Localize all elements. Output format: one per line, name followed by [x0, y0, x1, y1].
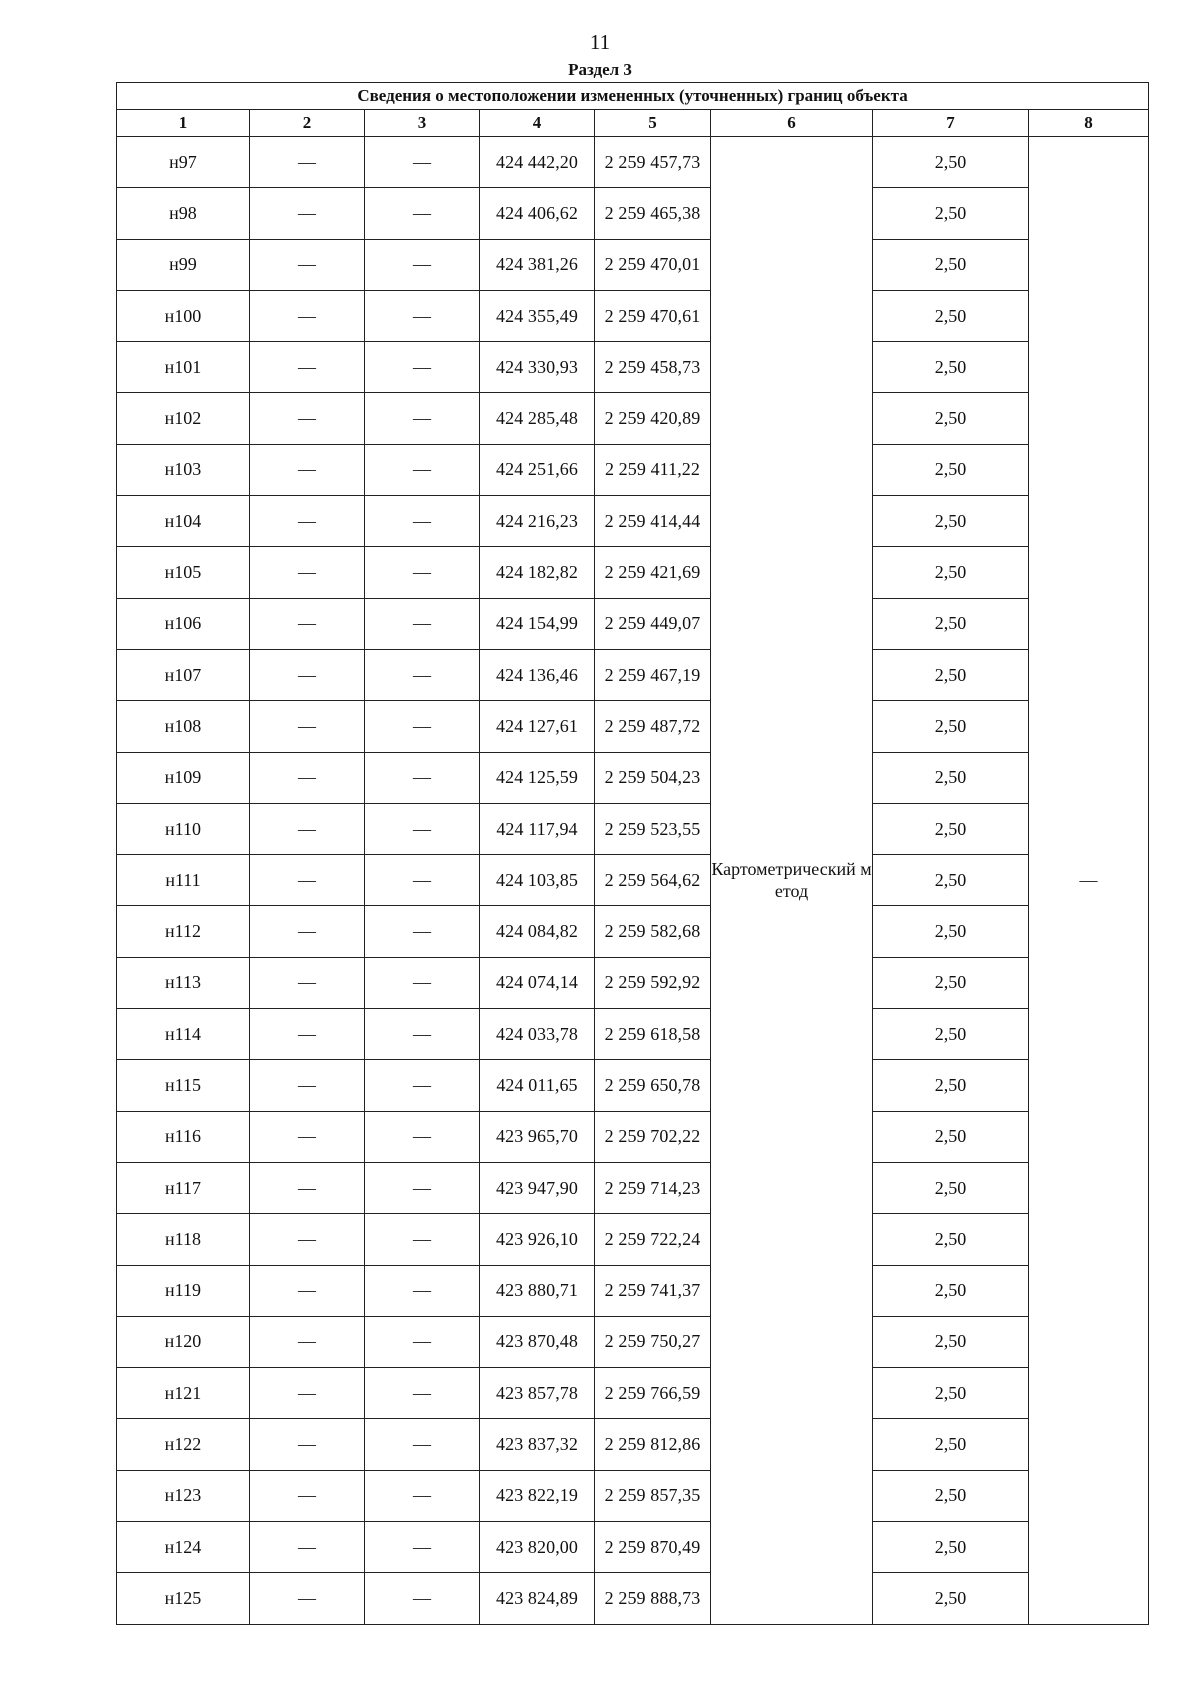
- y-coordinate-cell: 2 259 857,35: [595, 1470, 711, 1521]
- col2-dash-cell: —: [250, 547, 365, 598]
- x-coordinate-cell: 423 857,78: [480, 1368, 595, 1419]
- point-name-cell: н109: [117, 752, 250, 803]
- table-row: [117, 137, 1149, 188]
- accuracy-cell: 2,50: [873, 1009, 1029, 1060]
- col2-dash-cell: —: [250, 1060, 365, 1111]
- accuracy-cell: 2,50: [873, 1368, 1029, 1419]
- accuracy-cell: 2,50: [873, 855, 1029, 906]
- col3-dash-cell: —: [365, 1419, 480, 1470]
- table-row: [117, 496, 1149, 547]
- x-coordinate-cell: 423 947,90: [480, 1162, 595, 1213]
- point-name-cell: н101: [117, 342, 250, 393]
- accuracy-cell: 2,50: [873, 1470, 1029, 1521]
- col3-dash-cell: —: [365, 342, 480, 393]
- y-coordinate-cell: 2 259 487,72: [595, 701, 711, 752]
- x-coordinate-cell: 424 103,85: [480, 855, 595, 906]
- method-cell: Картометрический метод: [711, 137, 873, 1625]
- point-name-cell: н123: [117, 1470, 250, 1521]
- point-name-cell: н116: [117, 1111, 250, 1162]
- accuracy-cell: 2,50: [873, 188, 1029, 239]
- col2-dash-cell: —: [250, 1214, 365, 1265]
- x-coordinate-cell: 424 127,61: [480, 701, 595, 752]
- point-name-cell: н115: [117, 1060, 250, 1111]
- y-coordinate-cell: 2 259 618,58: [595, 1009, 711, 1060]
- table-row: [117, 1368, 1149, 1419]
- col3-dash-cell: —: [365, 957, 480, 1008]
- y-coordinate-cell: 2 259 467,19: [595, 649, 711, 700]
- col3-dash-cell: —: [365, 137, 480, 188]
- column-number-7: 7: [873, 110, 1029, 137]
- col2-dash-cell: —: [250, 1419, 365, 1470]
- y-coordinate-cell: 2 259 458,73: [595, 342, 711, 393]
- col3-dash-cell: —: [365, 1060, 480, 1111]
- point-name-cell: н108: [117, 701, 250, 752]
- col3-dash-cell: —: [365, 1573, 480, 1624]
- col3-dash-cell: —: [365, 1214, 480, 1265]
- y-coordinate-cell: 2 259 457,73: [595, 137, 711, 188]
- table-row: [117, 598, 1149, 649]
- point-name-cell: н125: [117, 1573, 250, 1624]
- col2-dash-cell: —: [250, 957, 365, 1008]
- x-coordinate-cell: 424 136,46: [480, 649, 595, 700]
- col3-dash-cell: —: [365, 1265, 480, 1316]
- y-coordinate-cell: 2 259 414,44: [595, 496, 711, 547]
- accuracy-cell: 2,50: [873, 1573, 1029, 1624]
- point-name-cell: н111: [117, 855, 250, 906]
- col2-dash-cell: —: [250, 1573, 365, 1624]
- x-coordinate-cell: 423 837,32: [480, 1419, 595, 1470]
- accuracy-cell: 2,50: [873, 1265, 1029, 1316]
- table-row: [117, 1316, 1149, 1367]
- point-name-cell: н121: [117, 1368, 250, 1419]
- col2-dash-cell: —: [250, 598, 365, 649]
- y-coordinate-cell: 2 259 465,38: [595, 188, 711, 239]
- column-number-6: 6: [711, 110, 873, 137]
- col2-dash-cell: —: [250, 496, 365, 547]
- y-coordinate-cell: 2 259 582,68: [595, 906, 711, 957]
- accuracy-cell: 2,50: [873, 598, 1029, 649]
- table-row: [117, 649, 1149, 700]
- column-number-4: 4: [480, 110, 595, 137]
- y-coordinate-cell: 2 259 504,23: [595, 752, 711, 803]
- col3-dash-cell: —: [365, 598, 480, 649]
- table-row: [117, 1060, 1149, 1111]
- y-coordinate-cell: 2 259 470,61: [595, 290, 711, 341]
- col2-dash-cell: —: [250, 701, 365, 752]
- table-row: [117, 752, 1149, 803]
- point-name-cell: н100: [117, 290, 250, 341]
- point-name-cell: н107: [117, 649, 250, 700]
- x-coordinate-cell: 423 870,48: [480, 1316, 595, 1367]
- col2-dash-cell: —: [250, 342, 365, 393]
- y-coordinate-cell: 2 259 870,49: [595, 1522, 711, 1573]
- x-coordinate-cell: 424 355,49: [480, 290, 595, 341]
- accuracy-cell: 2,50: [873, 239, 1029, 290]
- x-coordinate-cell: 424 154,99: [480, 598, 595, 649]
- table-caption: Сведения о местоположении измененных (уточненных) границ объекта: [117, 83, 1149, 110]
- point-name-cell: н113: [117, 957, 250, 1008]
- boundary-coordinates-table: [116, 82, 1149, 1625]
- table-row: [117, 444, 1149, 495]
- table-row: [117, 1522, 1149, 1573]
- table-row: [117, 188, 1149, 239]
- x-coordinate-cell: 424 011,65: [480, 1060, 595, 1111]
- accuracy-cell: 2,50: [873, 342, 1029, 393]
- point-name-cell: н106: [117, 598, 250, 649]
- x-coordinate-cell: 423 824,89: [480, 1573, 595, 1624]
- col3-dash-cell: —: [365, 1162, 480, 1213]
- page-number: 11: [589, 30, 611, 54]
- accuracy-cell: 2,50: [873, 752, 1029, 803]
- point-name-cell: н98: [117, 188, 250, 239]
- accuracy-cell: 2,50: [873, 1060, 1029, 1111]
- y-coordinate-cell: 2 259 888,73: [595, 1573, 711, 1624]
- col3-dash-cell: —: [365, 1111, 480, 1162]
- col2-dash-cell: —: [250, 1470, 365, 1521]
- col2-dash-cell: —: [250, 393, 365, 444]
- accuracy-cell: 2,50: [873, 1419, 1029, 1470]
- table-row: [117, 239, 1149, 290]
- x-coordinate-cell: 423 822,19: [480, 1470, 595, 1521]
- x-coordinate-cell: 424 251,66: [480, 444, 595, 495]
- x-coordinate-cell: 423 926,10: [480, 1214, 595, 1265]
- col2-dash-cell: —: [250, 1522, 365, 1573]
- y-coordinate-cell: 2 259 564,62: [595, 855, 711, 906]
- table-row: [117, 547, 1149, 598]
- col3-dash-cell: —: [365, 547, 480, 598]
- col3-dash-cell: —: [365, 752, 480, 803]
- col3-dash-cell: —: [365, 701, 480, 752]
- col3-dash-cell: —: [365, 1316, 480, 1367]
- accuracy-cell: 2,50: [873, 1522, 1029, 1573]
- col3-dash-cell: —: [365, 393, 480, 444]
- col2-dash-cell: —: [250, 752, 365, 803]
- col2-dash-cell: —: [250, 1368, 365, 1419]
- accuracy-cell: 2,50: [873, 701, 1029, 752]
- column-number-2: 2: [250, 110, 365, 137]
- y-coordinate-cell: 2 259 650,78: [595, 1060, 711, 1111]
- col2-dash-cell: —: [250, 239, 365, 290]
- col3-dash-cell: —: [365, 444, 480, 495]
- x-coordinate-cell: 424 074,14: [480, 957, 595, 1008]
- table-row: [117, 701, 1149, 752]
- point-name-cell: н122: [117, 1419, 250, 1470]
- point-name-cell: н124: [117, 1522, 250, 1573]
- y-coordinate-cell: 2 259 420,89: [595, 393, 711, 444]
- point-name-cell: н110: [117, 803, 250, 854]
- col3-dash-cell: —: [365, 290, 480, 341]
- col3-dash-cell: —: [365, 496, 480, 547]
- table-row: [117, 1214, 1149, 1265]
- table-row: [117, 957, 1149, 1008]
- accuracy-cell: 2,50: [873, 906, 1029, 957]
- col3-dash-cell: —: [365, 803, 480, 854]
- col2-dash-cell: —: [250, 444, 365, 495]
- y-coordinate-cell: 2 259 470,01: [595, 239, 711, 290]
- y-coordinate-cell: 2 259 702,22: [595, 1111, 711, 1162]
- accuracy-cell: 2,50: [873, 444, 1029, 495]
- point-name-cell: н99: [117, 239, 250, 290]
- y-coordinate-cell: 2 259 722,24: [595, 1214, 711, 1265]
- section-title: Раздел 3: [568, 60, 632, 79]
- x-coordinate-cell: 424 084,82: [480, 906, 595, 957]
- x-coordinate-cell: 424 381,26: [480, 239, 595, 290]
- y-coordinate-cell: 2 259 812,86: [595, 1419, 711, 1470]
- col2-dash-cell: —: [250, 188, 365, 239]
- x-coordinate-cell: 424 182,82: [480, 547, 595, 598]
- x-coordinate-cell: 423 965,70: [480, 1111, 595, 1162]
- col2-dash-cell: —: [250, 1316, 365, 1367]
- col8-cell: —: [1029, 137, 1149, 1625]
- y-coordinate-cell: 2 259 766,59: [595, 1368, 711, 1419]
- col2-dash-cell: —: [250, 906, 365, 957]
- point-name-cell: н102: [117, 393, 250, 444]
- point-name-cell: н112: [117, 906, 250, 957]
- y-coordinate-cell: 2 259 741,37: [595, 1265, 711, 1316]
- y-coordinate-cell: 2 259 421,69: [595, 547, 711, 598]
- col2-dash-cell: —: [250, 290, 365, 341]
- accuracy-cell: 2,50: [873, 1111, 1029, 1162]
- x-coordinate-cell: 424 285,48: [480, 393, 595, 444]
- x-coordinate-cell: 423 820,00: [480, 1522, 595, 1573]
- table-row: [117, 1573, 1149, 1624]
- x-coordinate-cell: 424 330,93: [480, 342, 595, 393]
- point-name-cell: н103: [117, 444, 250, 495]
- accuracy-cell: 2,50: [873, 1316, 1029, 1367]
- table-row: [117, 855, 1149, 906]
- col3-dash-cell: —: [365, 855, 480, 906]
- col3-dash-cell: —: [365, 1368, 480, 1419]
- y-coordinate-cell: 2 259 411,22: [595, 444, 711, 495]
- column-number-8: 8: [1029, 110, 1149, 137]
- accuracy-cell: 2,50: [873, 290, 1029, 341]
- table-row: [117, 342, 1149, 393]
- x-coordinate-cell: 424 442,20: [480, 137, 595, 188]
- col3-dash-cell: —: [365, 188, 480, 239]
- accuracy-cell: 2,50: [873, 1162, 1029, 1213]
- col2-dash-cell: —: [250, 1162, 365, 1213]
- table-row: [117, 1162, 1149, 1213]
- y-coordinate-cell: 2 259 449,07: [595, 598, 711, 649]
- table-row: [117, 393, 1149, 444]
- table-row: [117, 803, 1149, 854]
- col3-dash-cell: —: [365, 906, 480, 957]
- accuracy-cell: 2,50: [873, 547, 1029, 598]
- y-coordinate-cell: 2 259 714,23: [595, 1162, 711, 1213]
- y-coordinate-cell: 2 259 523,55: [595, 803, 711, 854]
- x-coordinate-cell: 423 880,71: [480, 1265, 595, 1316]
- col2-dash-cell: —: [250, 1009, 365, 1060]
- accuracy-cell: 2,50: [873, 137, 1029, 188]
- point-name-cell: н119: [117, 1265, 250, 1316]
- column-number-3: 3: [365, 110, 480, 137]
- col3-dash-cell: —: [365, 239, 480, 290]
- col2-dash-cell: —: [250, 649, 365, 700]
- col3-dash-cell: —: [365, 1470, 480, 1521]
- point-name-cell: н118: [117, 1214, 250, 1265]
- x-coordinate-cell: 424 406,62: [480, 188, 595, 239]
- point-name-cell: н97: [117, 137, 250, 188]
- table-body: [117, 137, 1149, 1625]
- accuracy-cell: 2,50: [873, 393, 1029, 444]
- column-number-5: 5: [595, 110, 711, 137]
- col3-dash-cell: —: [365, 1522, 480, 1573]
- col3-dash-cell: —: [365, 1009, 480, 1060]
- table-row: [117, 1419, 1149, 1470]
- point-name-cell: н105: [117, 547, 250, 598]
- accuracy-cell: 2,50: [873, 649, 1029, 700]
- column-number-row: [117, 110, 1149, 137]
- table-row: [117, 906, 1149, 957]
- column-number-1: 1: [117, 110, 250, 137]
- col2-dash-cell: —: [250, 1265, 365, 1316]
- y-coordinate-cell: 2 259 592,92: [595, 957, 711, 1008]
- col3-dash-cell: —: [365, 649, 480, 700]
- point-name-cell: н117: [117, 1162, 250, 1213]
- table-row: [117, 1111, 1149, 1162]
- accuracy-cell: 2,50: [873, 496, 1029, 547]
- x-coordinate-cell: 424 216,23: [480, 496, 595, 547]
- accuracy-cell: 2,50: [873, 1214, 1029, 1265]
- x-coordinate-cell: 424 117,94: [480, 803, 595, 854]
- col2-dash-cell: —: [250, 137, 365, 188]
- x-coordinate-cell: 424 033,78: [480, 1009, 595, 1060]
- table-row: [117, 1009, 1149, 1060]
- accuracy-cell: 2,50: [873, 957, 1029, 1008]
- point-name-cell: н114: [117, 1009, 250, 1060]
- table-row: [117, 290, 1149, 341]
- table-row: [117, 1470, 1149, 1521]
- col2-dash-cell: —: [250, 855, 365, 906]
- table-row: [117, 1265, 1149, 1316]
- col2-dash-cell: —: [250, 1111, 365, 1162]
- accuracy-cell: 2,50: [873, 803, 1029, 854]
- point-name-cell: н104: [117, 496, 250, 547]
- point-name-cell: н120: [117, 1316, 250, 1367]
- y-coordinate-cell: 2 259 750,27: [595, 1316, 711, 1367]
- col2-dash-cell: —: [250, 803, 365, 854]
- x-coordinate-cell: 424 125,59: [480, 752, 595, 803]
